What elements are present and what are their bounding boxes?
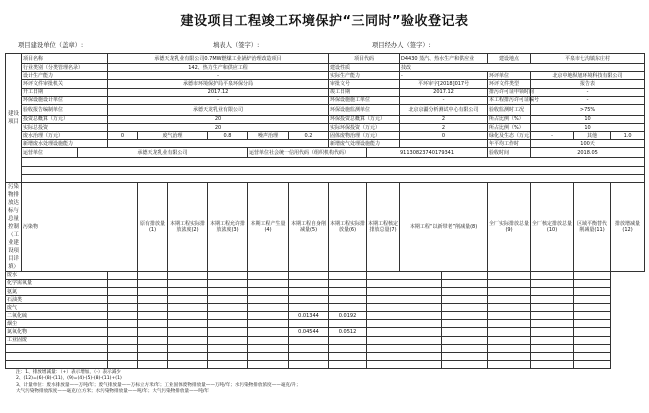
pollutant-cell: [367, 287, 442, 295]
project-name-value: 承德天龙乳业有限公司0.7MW燃煤工业锅炉治理改造项目: [108, 54, 329, 64]
form-table: [5, 53, 645, 369]
pollutant-cell: [531, 344, 574, 352]
pollutant-cell: [168, 320, 208, 328]
pollutant-cell: [574, 312, 611, 320]
pollutant-cell: [367, 328, 442, 336]
actual-investment-value: 20: [108, 123, 329, 131]
water-treatment-value: 0: [108, 132, 138, 140]
pollutant-cell: [367, 271, 442, 279]
eia-type-label: 环评文件类型: [488, 80, 531, 88]
pollutant-cell: [208, 271, 248, 279]
solid-treatment-label: 固体废物治理（万元）: [329, 132, 400, 140]
pollutant-cell: 工业固废: [6, 336, 108, 344]
pollutant-cell: 化学需氧量: [6, 279, 108, 287]
pollutant-col-header: 本期工程产生量(4): [248, 182, 289, 271]
pollutant-cell: [168, 336, 208, 344]
pollutant-cell: [531, 304, 574, 312]
pollutant-cell: [248, 336, 289, 344]
pollutant-cell: [108, 320, 138, 328]
project-name-label: 项目名称: [22, 54, 108, 64]
pollutant-cell: [442, 352, 488, 360]
pollutant-cell: [574, 352, 611, 360]
pollutant-row: [6, 360, 645, 368]
pollutant-cell: [367, 360, 442, 368]
pollutant-row: [6, 312, 645, 320]
pollutant-cell: 0.04544: [289, 328, 329, 336]
investment-label: 投资总概算（万元）: [22, 115, 108, 123]
actual-capacity-label: 实际生产能力: [329, 72, 400, 80]
design-unit-label: 环保设施设计单位: [22, 96, 108, 104]
pollutant-cell: [208, 312, 248, 320]
pollutant-cell: [289, 287, 329, 295]
pollutant-cell: [168, 271, 208, 279]
pollutant-cell: [108, 296, 138, 304]
pollutant-cell: [208, 344, 248, 352]
pollutant-cell: [108, 352, 138, 360]
pollutant-cell: [367, 336, 442, 344]
pollutant-cell: 二氧化硫: [6, 312, 108, 320]
pollutant-cell: [208, 328, 248, 336]
investment-value: 20: [108, 115, 329, 123]
solid-treatment-value: 0: [400, 132, 488, 140]
footnote: 2、(12)=(6)-(8)-(11)，(9)=(4)-(5)-(8)-(11)+(1): [16, 376, 122, 382]
pollutant-cell: [574, 296, 611, 304]
gas-treatment-label: 废气治理: [138, 132, 208, 140]
new-water-capacity-value: [108, 140, 329, 148]
pollutant-cell: [442, 279, 488, 287]
pollutant-cell: [329, 360, 367, 368]
pollutant-cell: [442, 312, 488, 320]
pollutant-col-header: 本期工程“以新带老”削减量(8): [400, 182, 488, 271]
pollutant-cell: [329, 287, 367, 295]
pollutant-row: [6, 336, 645, 344]
pollutant-row: [6, 304, 645, 312]
spacer-row: [22, 166, 645, 174]
operator-unit-value: 承德天龙乳业有限公司: [78, 148, 248, 158]
pollutant-cell: [108, 360, 138, 368]
footnote: 大气污染物排放浓度——毫克/立方米；水污染物排放量——吨/年；大气污染物排放量——吨/年: [16, 389, 209, 395]
pollutant-cell: [442, 336, 488, 344]
pollutant-cell: 0.0192: [329, 312, 367, 320]
eia-unit-value: 北京中地纵旭环境科技有限公司: [531, 72, 645, 80]
pollutant-section-label: 污染物排放达标与总量控制（工业建设项目详填）: [6, 182, 22, 271]
work-hours-value: 100天: [531, 140, 645, 148]
pollutant-cell: [442, 304, 488, 312]
pollutant-cell: [488, 360, 531, 368]
industry-value: 142、热力生产和供应工程: [108, 64, 329, 72]
new-water-capacity-label: 新增废水处理设施能力: [22, 140, 108, 148]
pollutant-cell: [289, 296, 329, 304]
spacer-row: [22, 174, 645, 182]
pollutant-cell: 0.0512: [329, 328, 367, 336]
pollutant-cell: [488, 328, 531, 336]
water-treatment-label: 废水治理（万元）: [22, 132, 108, 140]
pollutant-cell: [289, 320, 329, 328]
pollutant-cell: [488, 336, 531, 344]
pollutant-cell: [329, 296, 367, 304]
pollutant-col-header: 全厂实际排放总量(9): [488, 182, 531, 271]
pollutant-cell: [329, 336, 367, 344]
nature-value: 技改: [400, 64, 645, 72]
approval-org-label: 环评文件审批机关: [22, 80, 108, 88]
pollutant-cell: [138, 287, 168, 295]
monitor-unit-value: 北京京疆分析测试中心有限公司: [400, 104, 488, 115]
monitor-condition-label: 验收监测时工况: [488, 104, 531, 115]
operator-unit-label: 运营单位: [22, 148, 78, 158]
pollutant-cell: [367, 279, 442, 287]
pollutant-cell: [442, 296, 488, 304]
pollutant-cell: [168, 304, 208, 312]
pollutant-col-header: 本期工程实际排放浓度(2): [168, 182, 208, 271]
unit-seal-label: 项目建设单位（盖章）:: [18, 42, 84, 49]
pollutant-cell: [138, 271, 168, 279]
other-value: 1.0: [611, 132, 645, 140]
pollutant-cell: 氮氧化物: [6, 328, 108, 336]
signature-header: [0, 40, 649, 52]
pollutant-cell: [168, 296, 208, 304]
pollutant-col-header: 污染物: [22, 182, 138, 271]
pollutant-cell: [138, 344, 168, 352]
pollutant-row: [6, 287, 645, 295]
pollutant-cell: [531, 328, 574, 336]
pollutant-row: [6, 352, 645, 360]
greening-value: -: [531, 132, 574, 140]
pollutant-cell: [208, 304, 248, 312]
pollutant-cell: [442, 287, 488, 295]
ratio2-label: 所占比例（%）: [488, 123, 531, 131]
pollutant-cell: [574, 360, 611, 368]
pollutant-cell: [488, 271, 531, 279]
pollutant-cell: [108, 287, 138, 295]
pollutant-cell: [442, 360, 488, 368]
pollutant-cell: [168, 352, 208, 360]
actual-env-investment-label: 实际环保投资（万元）: [329, 123, 400, 131]
pollutant-cell: [289, 360, 329, 368]
env-investment-value: 2: [400, 115, 488, 123]
pollutant-cell: [531, 312, 574, 320]
nature-label: 建设性质: [329, 64, 400, 72]
pollutant-cell: [488, 312, 531, 320]
pollutant-cell: [138, 296, 168, 304]
pollutant-cell: [138, 328, 168, 336]
pollutant-cell: [289, 352, 329, 360]
pollutant-cell: [248, 312, 289, 320]
new-gas-capacity-value: [400, 140, 488, 148]
pollutant-cell: [488, 279, 531, 287]
pollutant-cell: [329, 320, 367, 328]
eia-type-value: 报告表: [531, 80, 645, 88]
monitor-unit-label: 环保设施监测单位: [329, 104, 400, 115]
location-label: 建设地点: [488, 54, 531, 64]
acceptance-unit-label: 验收报告编制单位: [22, 104, 108, 115]
pollutant-col-header: 区域平衡替代削减量(11): [574, 182, 611, 271]
pollutant-cell: [488, 296, 531, 304]
pollutant-cell: [168, 360, 208, 368]
pollutant-cell: [108, 304, 138, 312]
new-gas-capacity-label: 新增废气处理设施能力: [329, 140, 400, 148]
pollutant-cell: [6, 344, 108, 352]
credit-code-label: 运营单位社会统一信用代码（组织机构代码）: [248, 148, 367, 158]
pollutant-cell: [329, 352, 367, 360]
project-code-value: D4430 蒸汽、热水生产和供应业: [400, 54, 488, 64]
pollutant-cell: [248, 296, 289, 304]
pollutant-cell: [138, 279, 168, 287]
start-date-value: 2017.12: [108, 88, 329, 96]
pollutant-cell: [574, 320, 611, 328]
footnotes: [16, 370, 636, 396]
pollutant-cell: [574, 304, 611, 312]
design-capacity-value: -: [108, 72, 329, 80]
pollutant-cell: [248, 344, 289, 352]
pollutant-cell: [108, 336, 138, 344]
pollutant-cell: [248, 304, 289, 312]
pollutant-cell: [531, 296, 574, 304]
pollutant-cell: [442, 271, 488, 279]
actual-investment-label: 实际总投资: [22, 123, 108, 131]
pollutant-cell: [248, 320, 289, 328]
pollutant-cell: [289, 344, 329, 352]
pollutant-cell: [531, 360, 574, 368]
pollutant-cell: [574, 344, 611, 352]
pollutant-cell: [6, 352, 108, 360]
pollutant-col-header: 本期工程自身削减量(5): [289, 182, 329, 271]
finish-date-value: 2017.12: [400, 88, 488, 96]
pollutant-cell: [574, 271, 611, 279]
pollutant-cell: [208, 279, 248, 287]
pollutant-cell: [574, 336, 611, 344]
pollutant-cell: [329, 271, 367, 279]
pollutant-cell: [108, 328, 138, 336]
design-unit-value: -: [108, 96, 329, 104]
pollutant-cell: [488, 287, 531, 295]
monitor-condition-value: >75%: [531, 104, 645, 115]
pollutant-cell: [6, 360, 108, 368]
pollutant-cell: [289, 271, 329, 279]
pollutant-row: [6, 328, 645, 336]
actual-capacity-value: -: [400, 72, 488, 80]
greening-label: 绿化及生态（万元）: [489, 132, 535, 139]
pollutant-cell: [329, 304, 367, 312]
pollutant-cell: [138, 360, 168, 368]
pollutant-cell: 石油类: [6, 296, 108, 304]
pollutant-cell: [138, 320, 168, 328]
pollutant-cell: [168, 344, 208, 352]
pollutant-cell: 废水: [6, 271, 108, 279]
noise-treatment-label: 噪声治理: [248, 132, 289, 140]
ratio1-value: 10: [531, 115, 645, 123]
pollutant-cell: [329, 279, 367, 287]
pollutant-cell: 废气: [6, 304, 108, 312]
pollutant-row: [6, 296, 645, 304]
pollutant-cell: [248, 360, 289, 368]
pollutant-cell: [442, 328, 488, 336]
pollutant-cell: [248, 352, 289, 360]
project-section-label: 建设项目: [6, 54, 22, 183]
filler-sign-label: 填表人（签字）:: [213, 42, 260, 49]
pollutant-cell: [367, 296, 442, 304]
pollutant-cell: [208, 287, 248, 295]
eia-unit-label: 环评单位: [488, 72, 531, 80]
pollutant-cell: [168, 279, 208, 287]
spacer-row: [22, 158, 645, 166]
pollutant-cell: [168, 287, 208, 295]
build-unit-value: -: [400, 96, 488, 104]
acceptance-time-value: 2018.05: [531, 148, 645, 158]
noise-treatment-value: 0.2: [289, 132, 329, 140]
design-capacity-label: 设计生产能力: [22, 72, 108, 80]
industry-label: 行业类别（分类管理名录）: [22, 64, 108, 72]
ratio2-value: 10: [531, 123, 645, 131]
finish-date-label: 竣工日期: [329, 88, 400, 96]
pollutant-cell: [488, 352, 531, 360]
pollutant-cell: [108, 344, 138, 352]
pollutant-cell: [138, 352, 168, 360]
registration-form: [5, 53, 644, 369]
pollutant-cell: [248, 271, 289, 279]
pollutant-row: [6, 279, 645, 287]
pollutant-cell: [531, 336, 574, 344]
pollutant-col-header: 本期工程实际排放量(6): [329, 182, 367, 271]
pollutant-cell: [138, 304, 168, 312]
permit-no-label: 本工程排污许可证编号: [489, 97, 540, 104]
pollutant-cell: [208, 352, 248, 360]
pollutant-cell: [367, 344, 442, 352]
pollutant-cell: [574, 328, 611, 336]
pollutant-cell: [367, 312, 442, 320]
pollutant-cell: [488, 304, 531, 312]
pollutant-cell: [168, 312, 208, 320]
pollutant-row: [6, 271, 645, 279]
pollutant-cell: [531, 279, 574, 287]
pollutant-cell: [248, 287, 289, 295]
pollutant-cell: [531, 271, 574, 279]
pollutant-cell: [367, 320, 442, 328]
permit-no-value: -: [531, 96, 645, 104]
pollutant-cell: [531, 352, 574, 360]
project-code-label: 项目代码: [329, 54, 400, 64]
pollutant-cell: [168, 328, 208, 336]
pollutant-cell: [367, 304, 442, 312]
pollutant-cell: [488, 320, 531, 328]
permit-date-label: 排污许可证申领时间: [489, 89, 535, 96]
pollutant-cell: [138, 312, 168, 320]
pollutant-cell: [531, 320, 574, 328]
pollutant-col-header: 全厂核定排放总量(10): [531, 182, 574, 271]
pollutant-cell: 0.01344: [289, 312, 329, 320]
pollutant-cell: 烟尘: [6, 320, 108, 328]
pollutant-row: [6, 344, 645, 352]
pollutant-cell: [289, 304, 329, 312]
pollutant-cell: [574, 279, 611, 287]
pollutant-col-header: 本期工程允许排放浓度(3): [208, 182, 248, 271]
approval-no-label: 审批文号: [329, 80, 400, 88]
page-title: 建设项目工程竣工环境保护“三同时”验收登记表: [180, 14, 469, 29]
pollutant-cell: [208, 320, 248, 328]
footnote: 注：1、排放增减量：（+）表示增加，（-）表示减少: [16, 370, 121, 375]
pollutant-col-header: 排放增减量(12): [611, 182, 645, 271]
pollutant-cell: [329, 344, 367, 352]
pollutant-cell: [531, 287, 574, 295]
pollutant-cell: [208, 336, 248, 344]
pollutant-cell: [138, 336, 168, 344]
actual-env-investment-value: 2: [400, 123, 488, 131]
acceptance-unit-value: 承德天龙乳业有限公司: [108, 104, 329, 115]
pollutant-table-body: [6, 271, 645, 368]
pollutant-cell: [367, 352, 442, 360]
pollutant-cell: [108, 279, 138, 287]
permit-date-value: -: [531, 88, 645, 96]
pollutant-cell: [248, 328, 289, 336]
gas-treatment-value: 0.8: [208, 132, 248, 140]
pollutant-cell: [488, 344, 531, 352]
work-hours-label: 年平均工作时: [488, 140, 531, 148]
approval-org-value: 承德市环境保护局平泉环保分局: [108, 80, 329, 88]
pollutant-cell: [289, 279, 329, 287]
build-unit-label: 环保设施施工单位: [329, 96, 400, 104]
pollutant-cell: [108, 271, 138, 279]
pollutant-cell: [108, 312, 138, 320]
pollutant-cell: [574, 287, 611, 295]
pollutant-cell: [442, 320, 488, 328]
pollutant-col-header: 本期工程核定排放总量(7): [367, 182, 400, 271]
credit-code-value: 91130823740179341: [367, 148, 488, 158]
other-label: 其他: [574, 132, 611, 140]
acceptance-time-label: 验收时间: [488, 148, 531, 158]
approval-no-value: 平环审字[2018]017号: [400, 80, 488, 88]
pollutant-cell: 氨氮: [6, 287, 108, 295]
start-date-label: 开工日期: [22, 88, 108, 96]
manager-sign-label: 项目经办人（签字）:: [372, 42, 431, 49]
pollutant-cell: [289, 336, 329, 344]
pollutant-col-header: 原有排放量(1): [138, 182, 168, 271]
env-investment-label: 环保投资总概算（万元）: [329, 115, 400, 123]
pollutant-cell: [208, 296, 248, 304]
pollutant-row: [6, 320, 645, 328]
pollutant-cell: [248, 279, 289, 287]
ratio1-label: 所占比例（%）: [488, 115, 531, 123]
footnote: 3、计量单位：废水排放量——万吨/年；废气排放量——万标立方米/年；工业固体废物排放量——万吨/年；水污染物排放浓度——毫克/升；: [16, 382, 301, 388]
pollutant-cell: [208, 360, 248, 368]
location-value: 平泉市七沟镇东庄村: [531, 54, 645, 64]
pollutant-cell: [442, 344, 488, 352]
